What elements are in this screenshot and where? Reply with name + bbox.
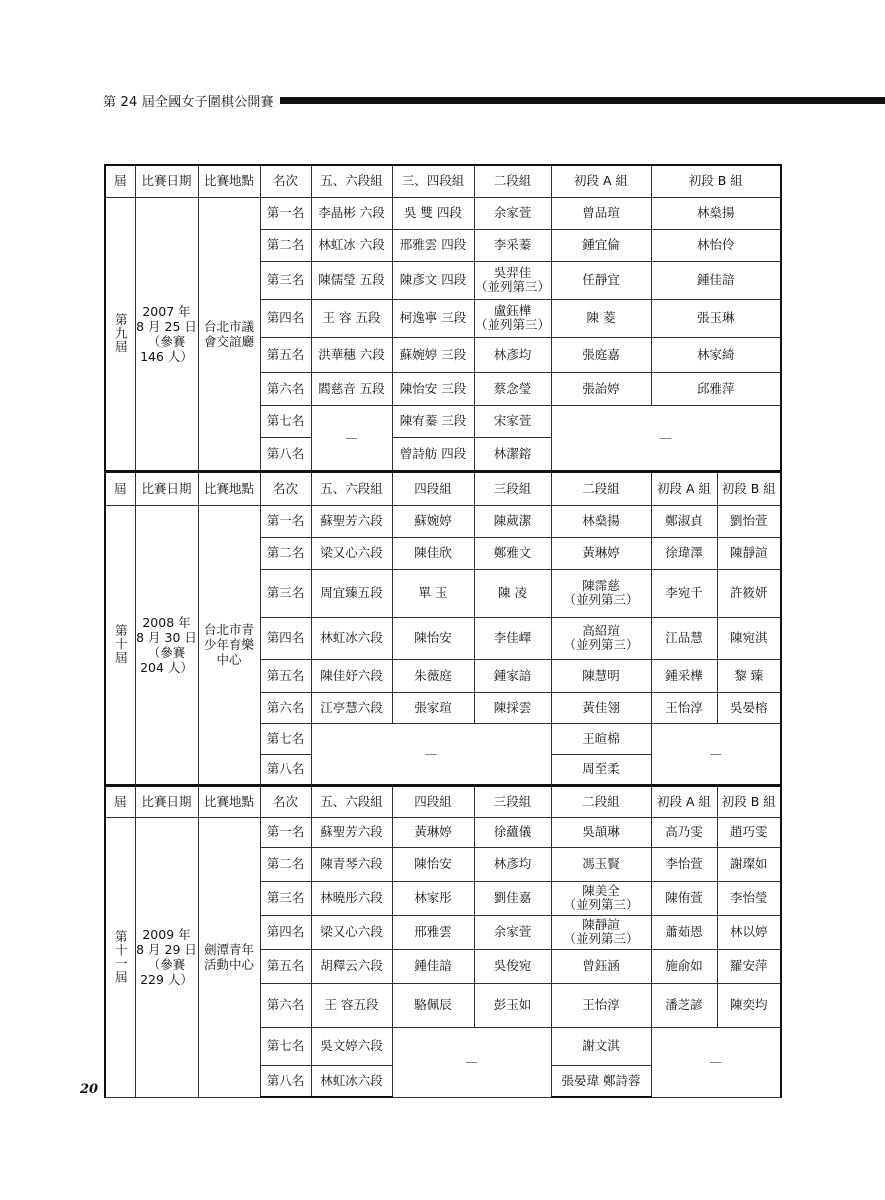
col-header-group: 五、六段組 [311,165,392,197]
result-cell: 鄭雅文 [474,537,551,569]
col-header-rank: 名次 [260,785,311,817]
result-cell: 陳宛淇 [717,617,781,659]
result-cell: 宋家萱 [474,405,551,437]
era-cell [105,197,135,471]
result-cell: 單 玉 [392,569,474,617]
result-cell: 陳怡安 [392,847,474,881]
result-cell: 王怡淳 [551,983,651,1027]
empty-dash: — [311,405,392,471]
col-header-group: 二段組 [551,471,651,505]
col-header-venue: 比賽地點 [198,165,260,197]
era-label: 第十一屆 [113,930,129,984]
result-cell: 陳佳妤六段 [311,659,392,692]
result-cell: 任靜宜 [551,261,651,299]
result-cell: 王 容五段 [311,983,392,1027]
result-cell: 李怡瑩 [717,881,781,915]
result-cell: 張家瑄 [392,692,474,723]
table-row [105,505,781,537]
result-cell: 林虹冰六段 [311,617,392,659]
result-cell: 陳儒瑩 五段 [311,261,392,299]
rank-cell: 第八名 [260,1065,311,1097]
result-cell: 陳青琴六段 [311,847,392,881]
rank-cell: 第八名 [260,754,311,785]
result-cell: 林虹冰六段 [311,1065,392,1097]
result-cell: 蘇聖芳六段 [311,505,392,537]
result-cell: 劉佳嘉 [474,881,551,915]
result-cell: 謝文淇 [551,1027,651,1065]
rank-cell: 第五名 [260,949,311,983]
result-cell: 陳 凌 [474,569,551,617]
result-cell: 施俞如 [651,949,717,983]
result-cell: 陳 菱 [551,299,651,337]
result-cell: 陳葳潔 [474,505,551,537]
result-cell: 林家彤 [392,881,474,915]
result-cell: 羅安萍 [717,949,781,983]
col-header-era: 屆 [105,165,135,197]
venue-cell: 劍潭青年 活動中心 [198,817,260,1097]
result-cell: 馮玉賢 [551,847,651,881]
rank-cell: 第四名 [260,915,311,949]
result-cell: 高紹瑄 （並列第三） [551,617,651,659]
result-cell: 余家萱 [474,915,551,949]
col-header-group: 初段 A 組 [551,165,651,197]
results-table [104,164,782,1098]
running-header [103,90,885,110]
date-cell: 2009 年 8 月 29 日 （參賽 229 人） [135,817,198,1097]
result-cell: 吳羿佳 （並列第三） [474,261,551,299]
result-cell: 陳靜諠 （並列第三） [551,915,651,949]
col-header-group: 四段組 [392,471,474,505]
col-header-era: 屆 [105,471,135,505]
col-header-group: 初段 B 組 [717,471,781,505]
result-cell: 李晶彬 六段 [311,197,392,229]
result-cell: 陳慧明 [551,659,651,692]
col-header-group: 三段組 [474,785,551,817]
result-cell: 陳怡安 [392,617,474,659]
result-cell: 陳佳欣 [392,537,474,569]
col-header-group: 初段 A 組 [651,785,717,817]
col-header-venue: 比賽地點 [198,785,260,817]
result-cell: 林曉彤六段 [311,881,392,915]
result-cell: 陳侑萱 [651,881,717,915]
rank-cell: 第四名 [260,617,311,659]
rank-cell: 第七名 [260,1027,311,1065]
result-cell: 謝璨如 [717,847,781,881]
era-cell [105,505,135,785]
result-cell: 張晏瑋 鄭詩蓉 [551,1065,651,1097]
result-cell: 許筱妍 [717,569,781,617]
result-cell: 黎 臻 [717,659,781,692]
col-header-venue: 比賽地點 [198,471,260,505]
result-cell: 黃琳婷 [392,817,474,847]
rank-cell: 第五名 [260,659,311,692]
result-cell: 林以婷 [717,915,781,949]
result-cell: 鍾家諳 [474,659,551,692]
result-cell: 陳彥文 四段 [392,261,474,299]
result-cell: 陳奕均 [717,983,781,1027]
result-cell: 江亭慧六段 [311,692,392,723]
col-header-rank: 名次 [260,471,311,505]
result-cell: 林燊揚 [651,197,781,229]
result-cell: 周宜臻五段 [311,569,392,617]
rank-cell: 第七名 [260,723,311,754]
col-header-group: 二段組 [474,165,551,197]
rank-cell: 第六名 [260,372,311,405]
result-cell: 鄭淑貞 [651,505,717,537]
result-cell: 周至柔 [551,754,651,785]
result-cell: 盧鈺樺 （並列第三） [474,299,551,337]
result-cell: 朱薇庭 [392,659,474,692]
venue-cell: 台北市議 會交誼廳 [198,197,260,471]
result-cell: 林家綺 [651,337,781,372]
result-cell: 駱佩辰 [392,983,474,1027]
col-header-group: 初段 A 組 [651,471,717,505]
result-cell: 邱雅萍 [651,372,781,405]
col-header-date: 比賽日期 [135,165,198,197]
header-row [105,471,781,505]
table-row [105,197,781,229]
result-cell: 蘇聖芳六段 [311,817,392,847]
col-header-era: 屆 [105,785,135,817]
rank-cell: 第八名 [260,437,311,471]
col-header-rank: 名次 [260,165,311,197]
result-cell: 洪華穗 六段 [311,337,392,372]
rank-cell: 第五名 [260,337,311,372]
empty-dash: — [651,723,781,785]
result-cell: 吳晏榕 [717,692,781,723]
empty-dash: — [392,1027,551,1097]
rank-cell: 第一名 [260,505,311,537]
col-header-group: 三段組 [474,471,551,505]
table-row [105,817,781,847]
result-cell: 陳採雲 [474,692,551,723]
col-header-group: 初段 B 組 [717,785,781,817]
result-cell: 林怡伶 [651,229,781,261]
rank-cell: 第七名 [260,405,311,437]
rank-cell: 第三名 [260,569,311,617]
result-cell: 李采蓁 [474,229,551,261]
result-cell: 柯逸寧 三段 [392,299,474,337]
result-cell: 蔡念瑩 [474,372,551,405]
result-cell: 曾鈺涵 [551,949,651,983]
rank-cell: 第二名 [260,847,311,881]
result-cell: 陳怡安 三段 [392,372,474,405]
result-cell: 王暄棉 [551,723,651,754]
result-cell: 林虹冰 六段 [311,229,392,261]
result-cell: 邢雅雲 四段 [392,229,474,261]
col-header-group: 初段 B 組 [651,165,781,197]
result-cell: 陳美全 （並列第三） [551,881,651,915]
result-cell: 胡釋云六段 [311,949,392,983]
col-header-group: 二段組 [551,785,651,817]
result-cell: 黃佳翎 [551,692,651,723]
rank-cell: 第二名 [260,537,311,569]
result-cell: 蘇婉婷 [392,505,474,537]
header-title: 第 24 屆全國女子圍棋公開賽 [103,94,274,110]
era-cell [105,817,135,1097]
rank-cell: 第四名 [260,299,311,337]
rank-cell: 第一名 [260,817,311,847]
result-cell: 陳霈慈 （並列第三） [551,569,651,617]
result-cell: 劉怡萱 [717,505,781,537]
page-number: 20 [80,1082,99,1097]
result-cell: 徐瑋澤 [651,537,717,569]
result-cell: 林彥均 [474,337,551,372]
result-cell: 吳 雙 四段 [392,197,474,229]
era-label: 第九屆 [113,313,129,354]
result-cell: 梁又心六段 [311,915,392,949]
date-cell: 2008 年 8 月 30 日 （參賽 204 人） [135,505,198,785]
result-cell: 陳靜諠 [717,537,781,569]
result-cell: 閻慈音 五段 [311,372,392,405]
result-cell: 邢雅雲 [392,915,474,949]
result-cell: 李宛千 [651,569,717,617]
venue-cell: 台北市青 少年育樂 中心 [198,505,260,785]
result-cell: 黃琳婷 [551,537,651,569]
result-cell: 蘇婉婷 三段 [392,337,474,372]
result-cell: 王 容 五段 [311,299,392,337]
result-cell: 鍾佳諳 [392,949,474,983]
empty-dash: — [311,723,551,785]
result-cell: 徐蘊儀 [474,817,551,847]
rank-cell: 第六名 [260,692,311,723]
result-cell: 曾品瑄 [551,197,651,229]
result-cell: 李怡萱 [651,847,717,881]
result-cell: 江品慧 [651,617,717,659]
date-cell: 2007 年 8 月 25 日 （參賽 146 人） [135,197,198,471]
empty-dash: — [651,1027,781,1097]
col-header-group: 四段組 [392,785,474,817]
result-cell: 鍾佳諳 [651,261,781,299]
result-cell: 梁又心六段 [311,537,392,569]
col-header-group: 五、六段組 [311,471,392,505]
header-row [105,165,781,197]
result-cell: 余家萱 [474,197,551,229]
result-cell: 林彥均 [474,847,551,881]
result-cell: 高乃雯 [651,817,717,847]
col-header-group: 三、四段組 [392,165,474,197]
result-cell: 張詒婷 [551,372,651,405]
result-cell: 趙巧雯 [717,817,781,847]
result-cell: 張玉琳 [651,299,781,337]
result-cell: 吳俊宛 [474,949,551,983]
rank-cell: 第六名 [260,983,311,1027]
result-cell: 吳文婷六段 [311,1027,392,1065]
result-cell: 張庭嘉 [551,337,651,372]
result-cell: 李佳嶧 [474,617,551,659]
era-label: 第十屆 [113,624,129,665]
result-cell: 陳宥蓁 三段 [392,405,474,437]
col-header-date: 比賽日期 [135,785,198,817]
empty-dash: — [551,405,781,471]
result-cell: 吳頡琳 [551,817,651,847]
result-cell: 林燊揚 [551,505,651,537]
result-cell: 彭玉如 [474,983,551,1027]
header-row [105,785,781,817]
rank-cell: 第二名 [260,229,311,261]
header-rule [280,97,885,104]
result-cell: 潘芝諺 [651,983,717,1027]
col-header-date: 比賽日期 [135,471,198,505]
result-cell: 林潔鎔 [474,437,551,471]
rank-cell: 第三名 [260,881,311,915]
result-cell: 蕭茹恩 [651,915,717,949]
result-cell: 王怡淳 [651,692,717,723]
rank-cell: 第三名 [260,261,311,299]
result-cell: 鍾采樺 [651,659,717,692]
result-cell: 鍾宜倫 [551,229,651,261]
col-header-group: 五、六段組 [311,785,392,817]
result-cell: 曾詩舫 四段 [392,437,474,471]
rank-cell: 第一名 [260,197,311,229]
